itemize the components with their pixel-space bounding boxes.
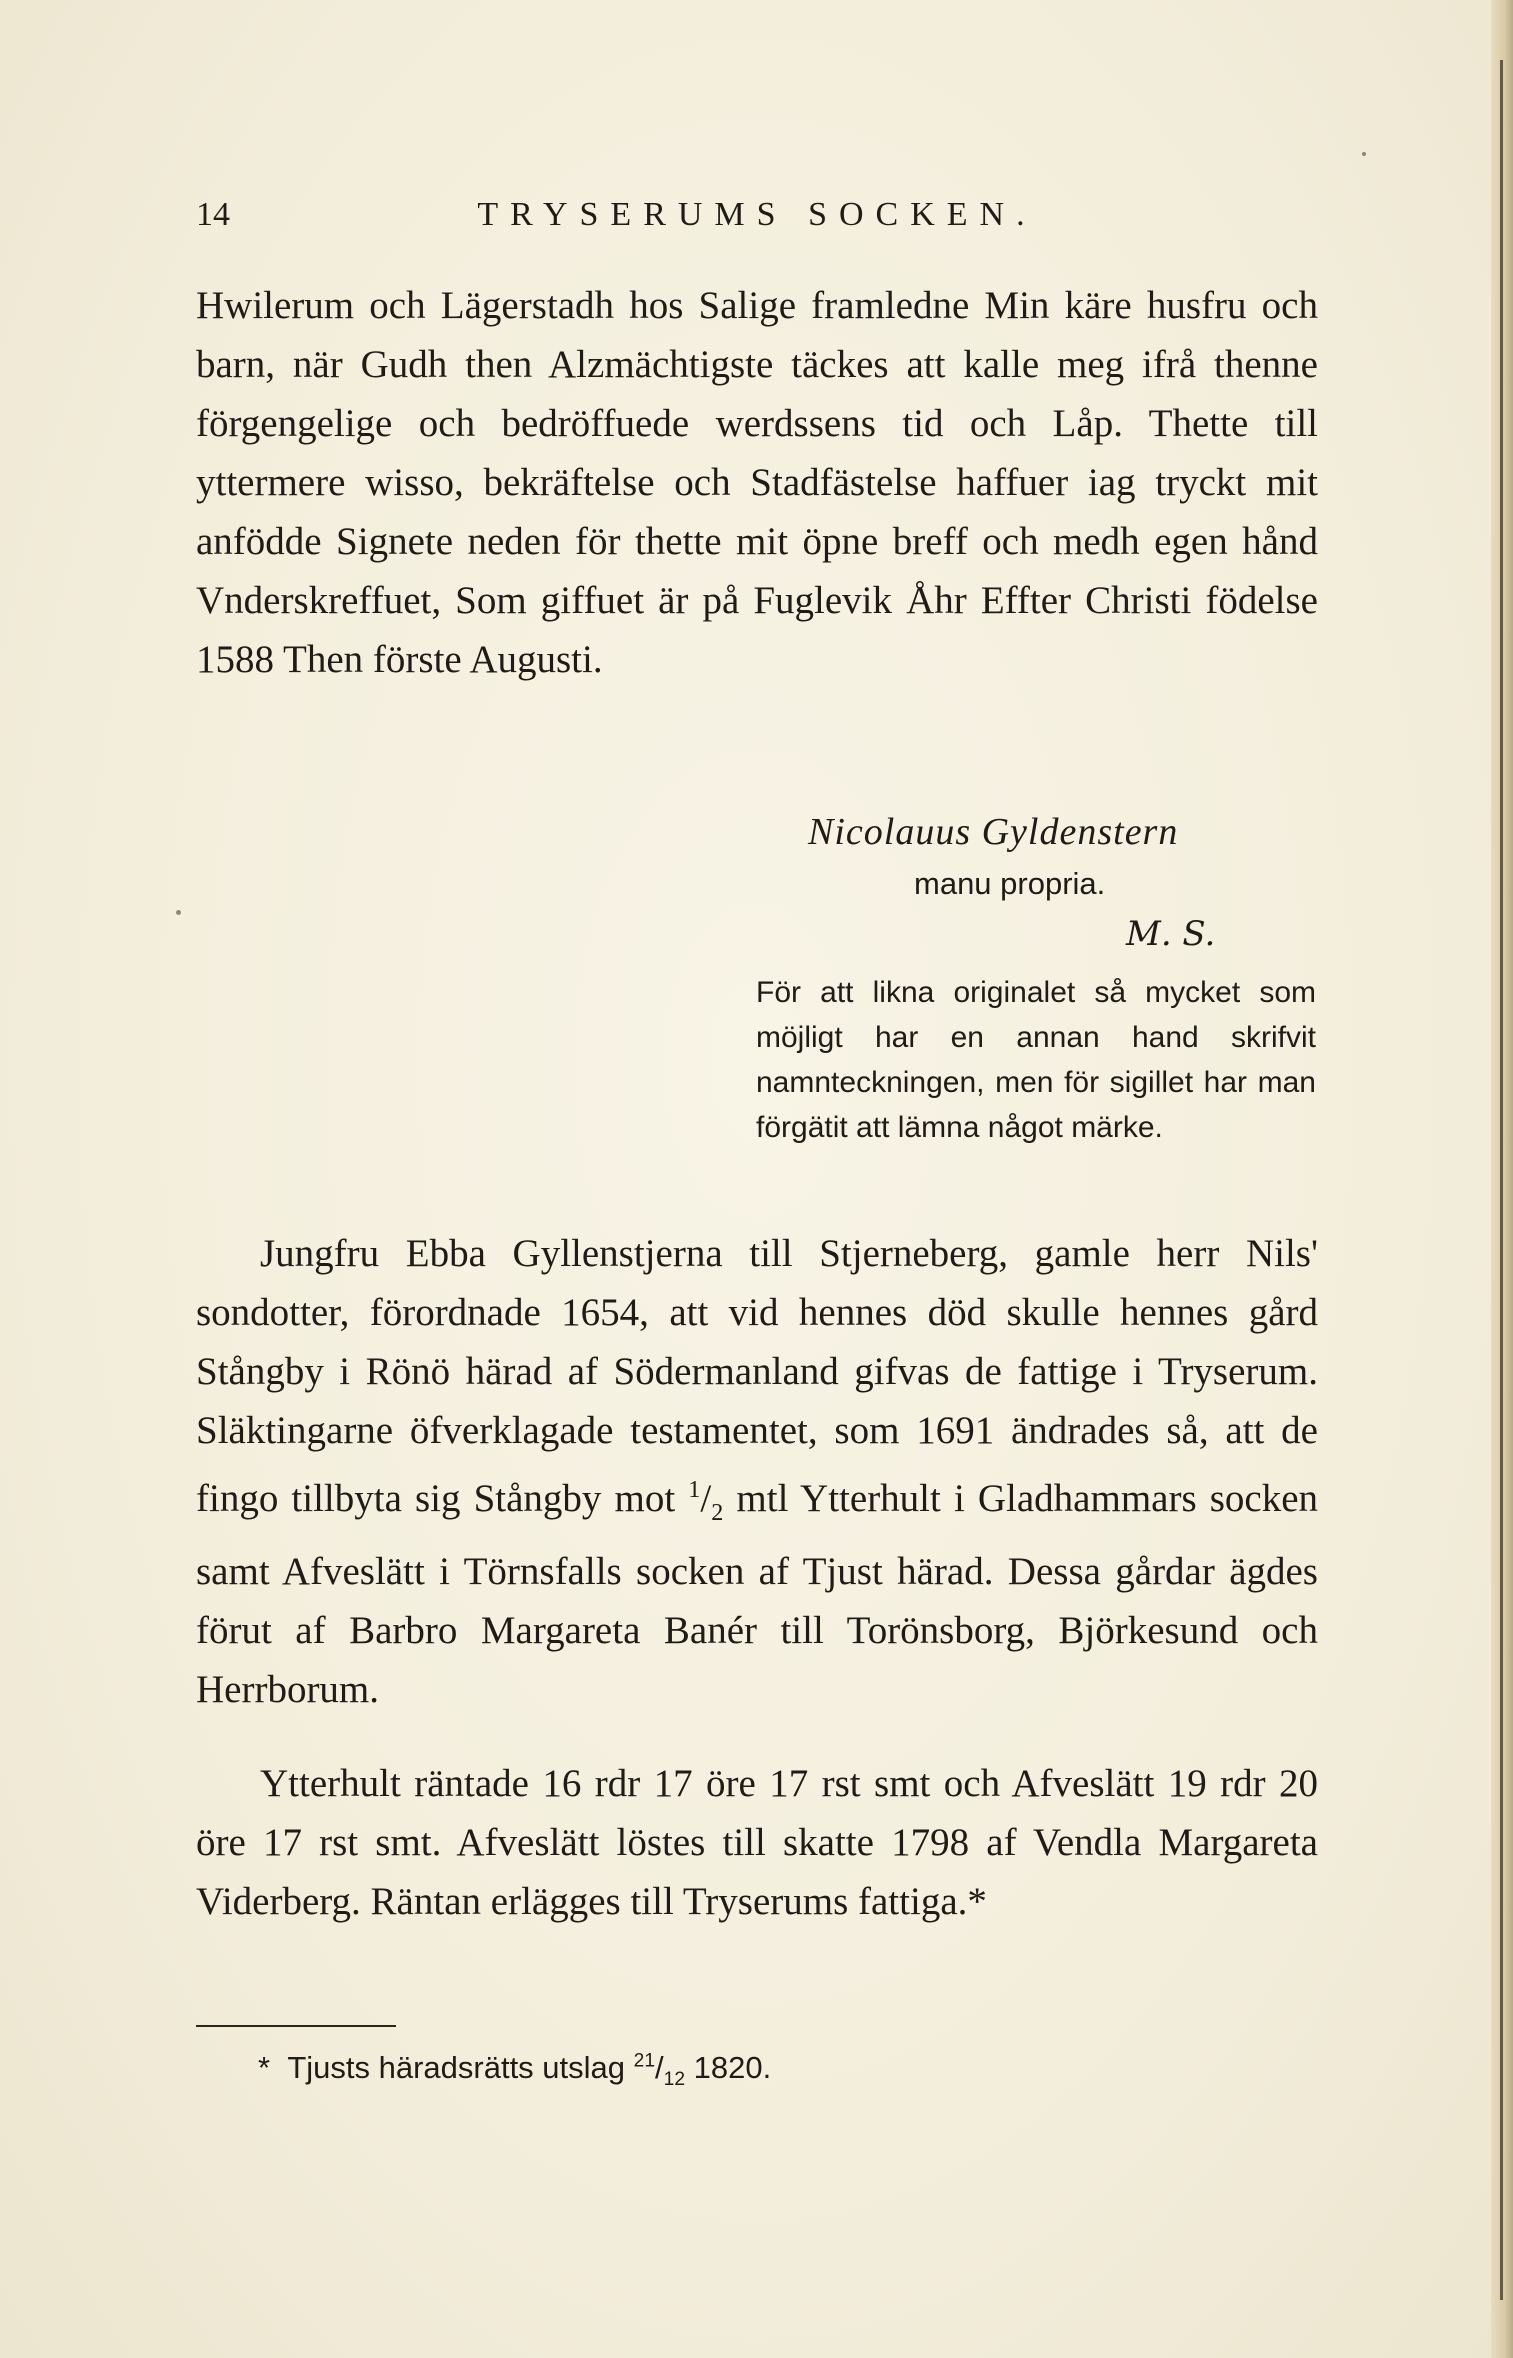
footnote-year: 1820. — [693, 2050, 772, 2085]
running-title: TRYSERUMS SOCKEN. — [477, 196, 1037, 233]
signature-note: För att likna originalet så mycket som möjligt har en annan hand skrifvit namnteckningen, men för sigillet har man förgätit att lämna något märke. — [756, 976, 1316, 1144]
page-number: 14 — [196, 196, 230, 233]
paper-speck — [1362, 152, 1366, 156]
fraction-numerator: 1 — [688, 1476, 701, 1503]
paper-speck — [176, 910, 181, 915]
footnote-rule — [196, 2025, 396, 2027]
fraction-denominator: 2 — [711, 1498, 724, 1526]
signature: Nicolauus Gyldenstern — [808, 811, 1179, 853]
footnote-date-num: 21 — [633, 2050, 656, 2072]
page-header — [196, 196, 1318, 248]
paragraph-ytterhult: Ytterhult räntade 16 rdr 17 öre 17 rst smt och Afveslätt 19 rdr 20 öre 17 rst smt. Afveslätt löstes till skatte 1798 af Vendla Margareta Viderberg. Räntan erlägges till Tryserums fattiga.* — [196, 1762, 1318, 1923]
footnote-text: Tjusts häradsrätts utslag — [287, 2050, 626, 2085]
paragraph-letter: Hwilerum och Lägerstadh hos Salige framledne Min käre husfru och barn, när Gudh then Alzmächtigste täckes att kalle meg ifrå thenne förgengelige och bedröffuede werdssens tid och Låp. Thette till yttermere wisso, bekräftelse och Stadfästelse haffuer iag tryckt mit anfödde Signete neden för thette mit öpne breff och medh egen hånd Vnderskreffuet, Som giffuet är på Fuglevik Åhr Effter Christi födelse 1588 Then förste Augusti. — [196, 284, 1318, 681]
page-edge-line — [1500, 60, 1503, 2300]
paragraph-ebba-part-2: mtl Ytterhult i Gladhammars socken samt Afveslätt i Törnsfalls socken af Tjust härad. Dessa gårdar ägdes förut af Barbro Margareta Banér till Torönsborg, Björkesund och Herrborum. — [196, 1477, 1319, 1711]
manu-propria: manu propria. — [914, 866, 1106, 901]
footnote-date-den: 12 — [663, 2069, 686, 2091]
paragraph-ebba-part-1: Jungfru Ebba Gyllenstjerna till Stjerneberg, gamle herr Nils' sondotter, förordnade 1654, att vid hennes död skulle hennes gård Stångby i Rönö härad af Södermanland gifvas de fattige i Tryserum. Släktingarne öfverklagade testamentet, som 1691 ändrades så, att de fingo tillbyta sig Stångby mot — [196, 1232, 1318, 1520]
paragraph-ebba: Jungfru Ebba Gyllenstjerna till Stjerneberg, gamle herr Nils' sondotter, förordnade 1654, att vid hennes död skulle hennes gård Stångby i Rönö härad af Södermanland gifvas de fattige i Tryserum. Släktingarne öfverklagade testamentet, som 1691 ändrades så, att de fingo tillbyta sig Stångby mot $^1/_2$ mtl Ytterhult i Gladhammars socken samt Afveslätt i Törnsfalls socken af Tjust härad. Dessa gårdar ägdes förut af Barbro Margareta Banér till Torönsborg, Björkesund och Herrborum. — [196, 1232, 1319, 1711]
seal-initials: M. S. — [1126, 914, 1216, 954]
footnote: * Tjusts häradsrätts utslag $^{21}/_{12}$ 1820. — [258, 2050, 772, 2091]
footnote-marker: * — [258, 2050, 271, 2085]
